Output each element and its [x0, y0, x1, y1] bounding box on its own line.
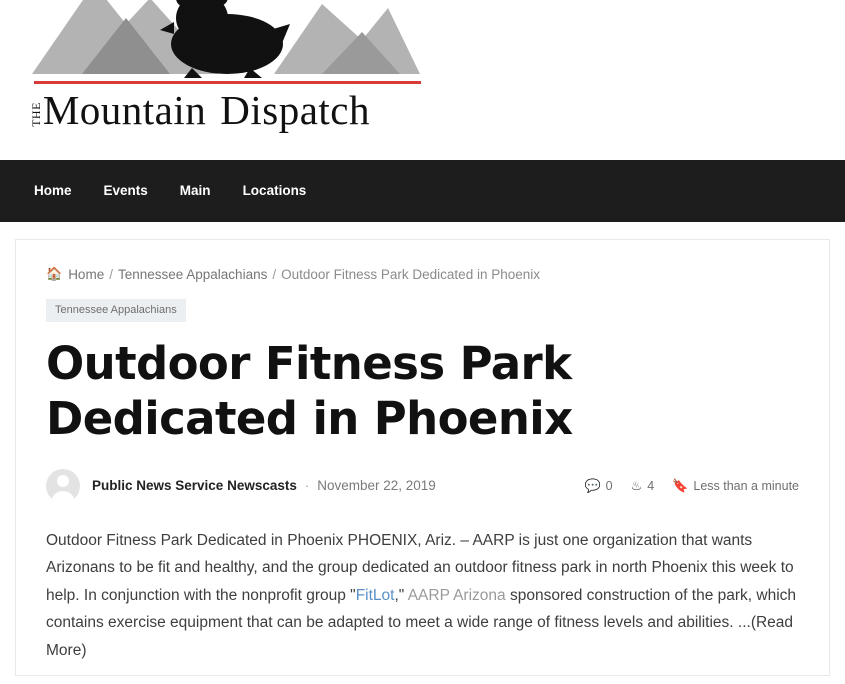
- author-name[interactable]: Public News Service Newscasts: [92, 478, 297, 494]
- link-fitlot[interactable]: FitLot: [355, 586, 395, 604]
- nav-item-events[interactable]: Events: [103, 183, 148, 198]
- site-masthead: [0, 0, 845, 160]
- post-date: November 22, 2019: [317, 478, 436, 494]
- nav-item-home[interactable]: Home: [34, 183, 72, 198]
- main-navigation: [0, 160, 845, 222]
- article-meta-stats: [566, 478, 799, 494]
- breadcrumb-link-home[interactable]: Home: [68, 266, 105, 282]
- logo-word-mountain: Mountain: [42, 87, 207, 133]
- article-card: [15, 239, 830, 676]
- category-tag[interactable]: Tennessee Appalachians: [46, 299, 186, 322]
- read-time-value: Less than a minute: [693, 478, 799, 493]
- meta-separator: ·: [304, 478, 310, 494]
- logo-word-dispatch: Dispatch: [220, 87, 371, 133]
- view-count: [631, 478, 655, 494]
- breadcrumb-current: Outdoor Fitness Park Dedicated in Phoenix: [281, 266, 540, 282]
- comment-icon: 💬: [584, 477, 601, 493]
- read-time: [672, 478, 799, 494]
- article-meta: [46, 469, 799, 503]
- read-more-link[interactable]: (Read More): [46, 614, 794, 659]
- home-icon: 🏠: [46, 266, 63, 281]
- article-body: [46, 527, 799, 665]
- logo-red-rule: [34, 81, 421, 84]
- bookmark-icon: 🔖: [672, 477, 689, 493]
- logo-wordmark: [22, 86, 422, 136]
- site-logo[interactable]: [22, 0, 422, 153]
- breadcrumb-link-category[interactable]: Tennessee Appalachians: [117, 266, 268, 282]
- article-meta-left: [46, 469, 436, 503]
- article-body-part2: ,": [394, 586, 408, 604]
- view-count-value: 4: [647, 478, 655, 493]
- logo-the-text: THE: [28, 102, 43, 127]
- article-body-part3: sponsored construction of the park, which contains exercise equipment that can be adapted to meet a wide range of fitness levels and abilities. ...: [46, 586, 797, 632]
- link-aarp-arizona[interactable]: AARP Arizona: [407, 586, 506, 604]
- mountain-bear-logo-icon: [22, 0, 422, 78]
- flame-icon: ♨: [630, 477, 643, 493]
- page-title: Outdoor Fitness Park Dedicated in Phoenix: [46, 337, 573, 446]
- breadcrumb: [46, 266, 799, 282]
- breadcrumb-separator-2: /: [272, 266, 277, 282]
- nav-item-locations[interactable]: Locations: [242, 183, 307, 198]
- avatar: [46, 469, 80, 503]
- comment-count-value: 0: [605, 478, 613, 493]
- article-body-part1: Outdoor Fitness Park Dedicated in Phoenix PHOENIX, Ariz. – AARP is just one organization that wants Arizonans to be fit and healthy, and the group dedicated an outdoor fitness park in north Phoenix this week to help. In conjunction with the nonprofit group ": [46, 531, 794, 604]
- page-content: [0, 222, 845, 676]
- breadcrumb-separator-1: /: [109, 266, 113, 282]
- comment-count: [584, 478, 612, 494]
- nav-item-main[interactable]: Main: [179, 183, 211, 198]
